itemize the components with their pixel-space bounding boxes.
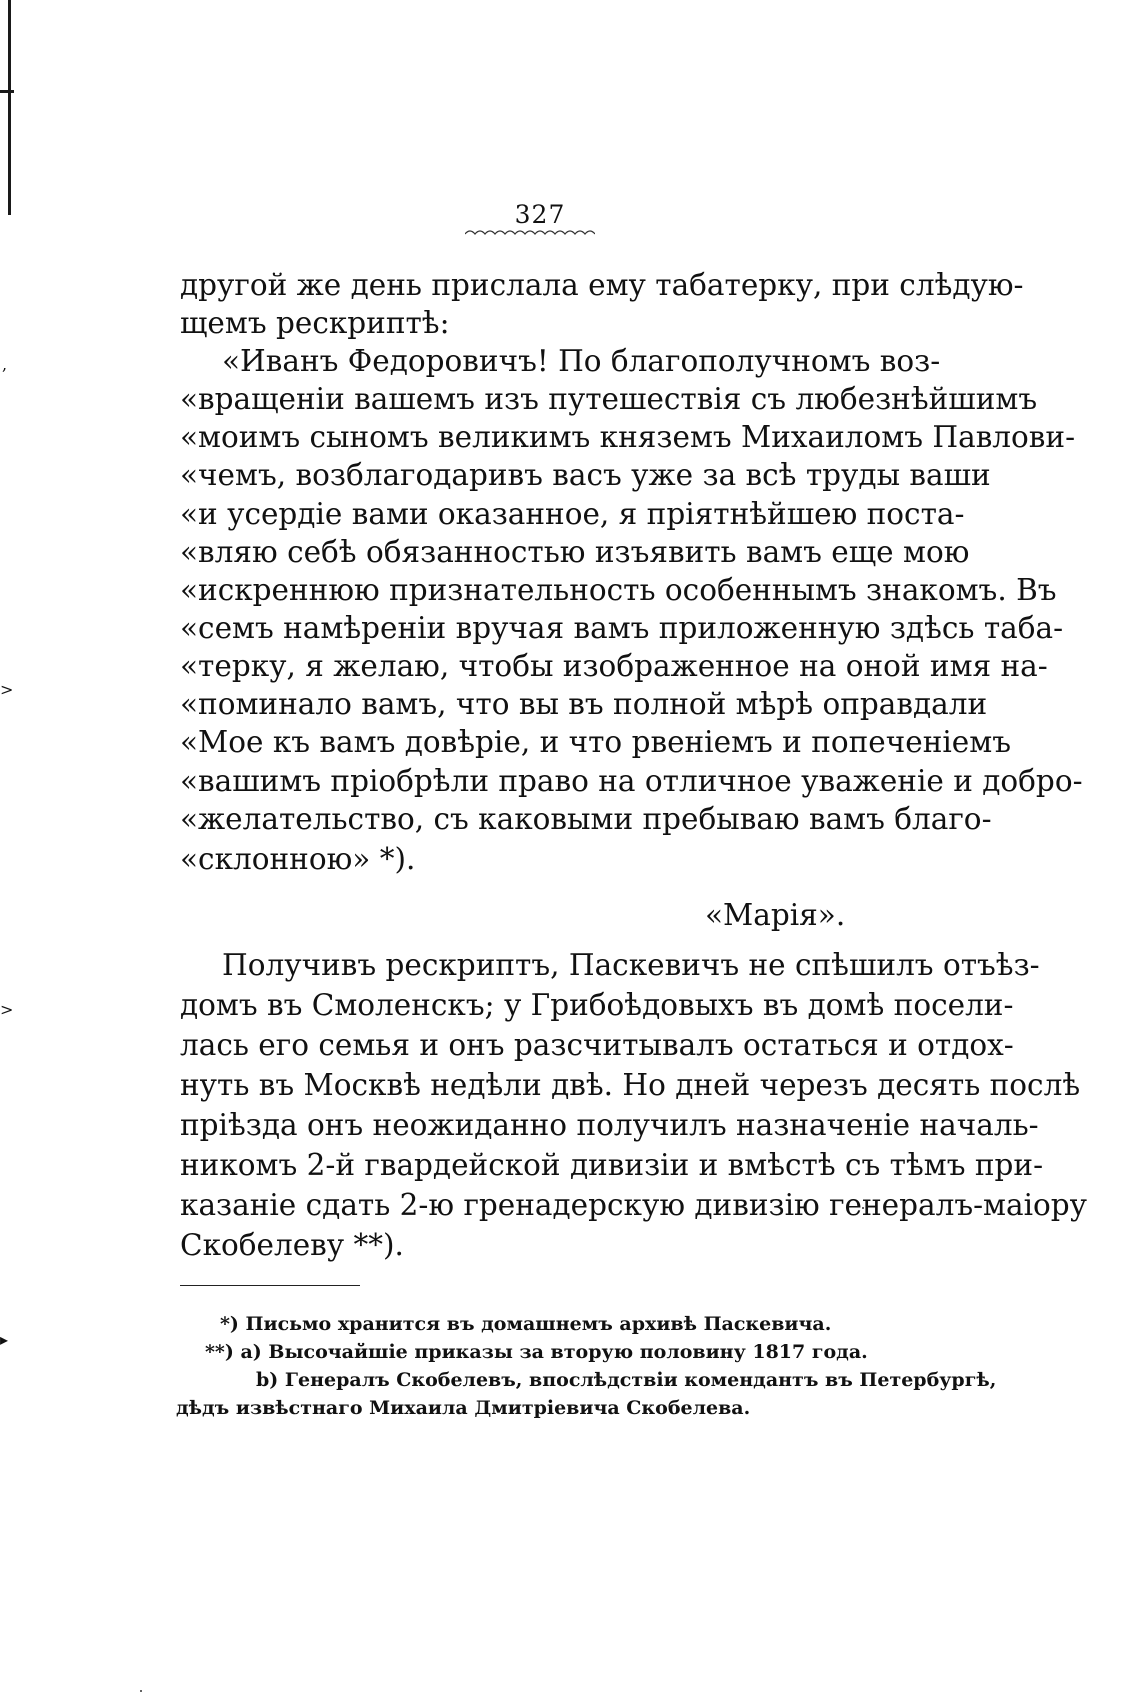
body-line: «искреннюю признательность особеннымъ знакомъ. Въ <box>180 573 1057 607</box>
body-line: «поминало вамъ, что вы въ полной мѣрѣ оправдали <box>180 687 988 721</box>
body-line: щемъ рескриптѣ: <box>180 306 450 340</box>
body-line: казаніе сдать 2-ю гренадерскую дивизію генералъ-маіору <box>180 1188 1088 1222</box>
margin-mark: > <box>0 1000 14 1019</box>
footnote: *) Письмо хранится въ домашнемъ архивѣ Паскевича. <box>220 1313 832 1335</box>
margin-mark: ▸ <box>0 1330 9 1349</box>
body-line: «желательство, съ каковыми пребываю вамъ благо- <box>180 802 992 836</box>
footnote: **) a) Высочайшіе приказы за вторую половину 1817 года. <box>205 1341 868 1363</box>
body-line: «Мое къ вамъ довѣріе, и что рвеніемъ и попеченіемъ <box>180 725 1011 759</box>
letter-signature: «Марія». <box>705 898 846 932</box>
scan-edge-line <box>8 0 11 215</box>
margin-mark: , <box>2 355 8 374</box>
body-line: Получивъ рескриптъ, Паскевичъ не спѣшилъ отъѣз- <box>222 948 1040 982</box>
body-line: «моимъ сыномъ великимъ княземъ Михаиломъ Павлови- <box>180 420 1076 454</box>
body-line: другой же день прислала ему табатерку, при слѣдую- <box>180 268 1024 302</box>
body-line: нуть въ Москвѣ недѣли двѣ. Но дней черезъ десять послѣ <box>180 1068 1081 1102</box>
body-line: «вляю себѣ обязанностью изъявить вамъ еще мою <box>180 535 970 569</box>
body-line: «терку, я желаю, чтобы изображенное на оной имя на- <box>180 649 1048 683</box>
body-line: «семъ намѣреніи вручая вамъ приложенную здѣсь таба- <box>180 611 1064 645</box>
body-line: домъ въ Смоленскъ; у Грибоѣдовыхъ въ домѣ посели- <box>180 988 1014 1022</box>
body-line: никомъ 2-й гвардейской дивизіи и вмѣстѣ съ тѣмъ при- <box>180 1148 1044 1182</box>
body-line: пріѣзда онъ неожиданно получилъ назначеніе началь- <box>180 1108 1039 1142</box>
footnote-separator <box>180 1285 360 1286</box>
page-number: 327 <box>514 200 566 229</box>
footnote: дѣдъ извѣстнаго Михаила Дмитріевича Скобелева. <box>176 1397 751 1419</box>
scan-edge-tick <box>0 90 14 93</box>
margin-mark: > <box>0 680 14 699</box>
body-line: «вашимъ пріобрѣли право на отличное уваженіе и добро- <box>180 764 1083 798</box>
body-line: лась его семья и онъ разсчитывалъ остаться и отдох- <box>180 1028 1014 1062</box>
body-line: Скобелеву **). <box>180 1228 404 1262</box>
body-line: «и усердіе вами оказанное, я пріятнѣйшею поста- <box>180 497 965 531</box>
body-line: «вращеніи вашемъ изъ путешествія съ любезнѣйшимъ <box>180 382 1038 416</box>
footnote: b) Генералъ Скобелевъ, впослѣдствіи комендантъ въ Петербургѣ, <box>256 1369 997 1391</box>
body-line: «чемъ, возблагодаривъ васъ уже за всѣ труды ваши <box>180 458 991 492</box>
body-line: «Иванъ Федоровичъ! По благополучномъ воз- <box>222 344 941 378</box>
scan-speck <box>140 1690 142 1692</box>
page-number-ornament <box>465 228 595 236</box>
body-line: «склонною» *). <box>180 842 416 876</box>
